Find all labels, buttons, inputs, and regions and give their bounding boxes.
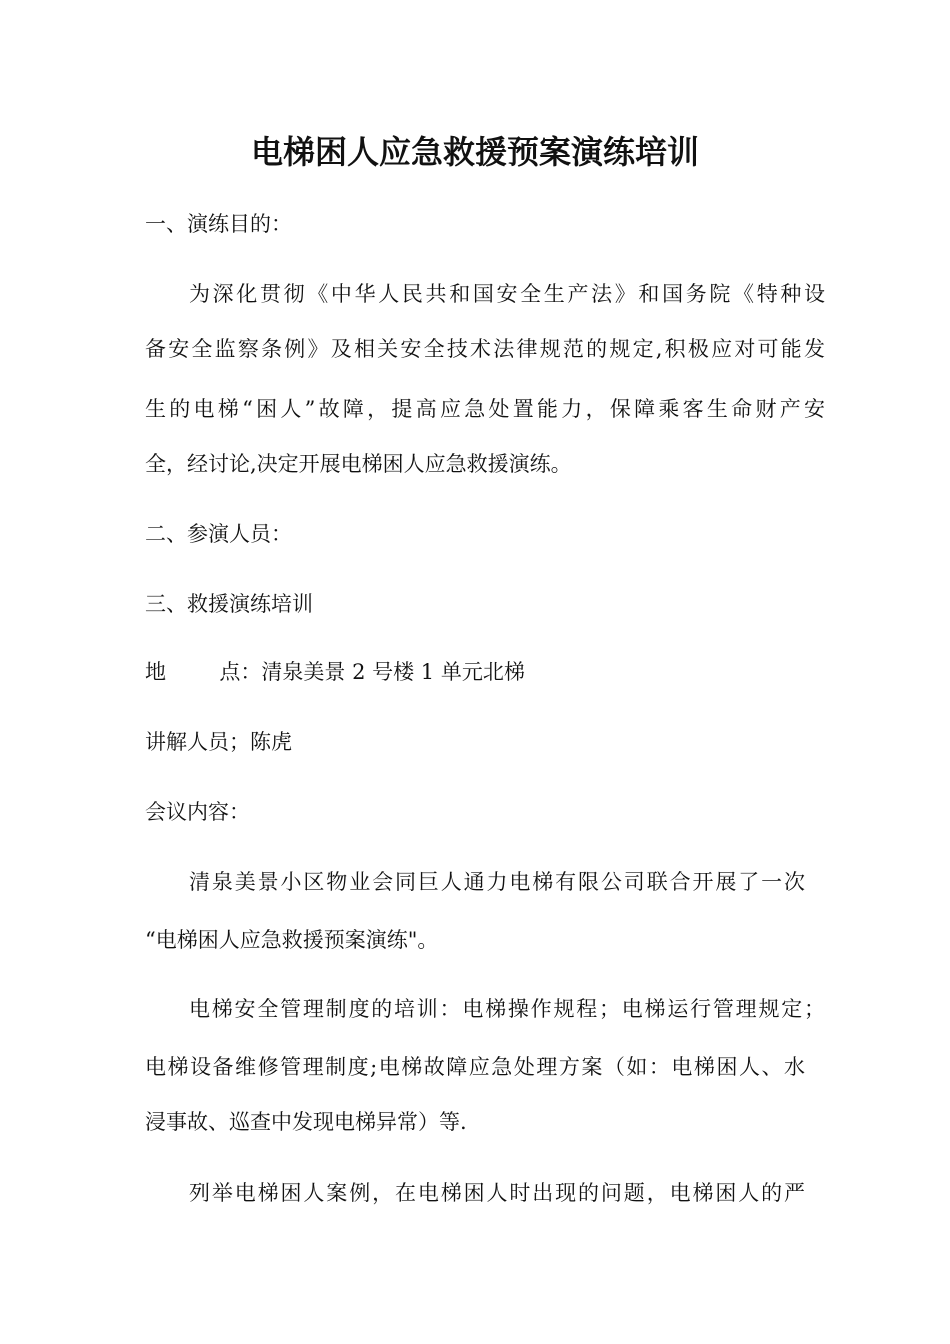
paragraph-line: “电梯困人应急救援预案演练"。 [145, 928, 439, 952]
section-heading-participants: 二、参演人员： [145, 522, 292, 546]
meeting-content-heading: 会议内容： [145, 800, 250, 824]
paragraph-line: 列举电梯困人案例，在电梯困人时出现的问题，电梯困人的严 [189, 1181, 805, 1205]
location-line: 地 点：清泉美景 2 号楼 1 单元北梯 [145, 660, 525, 684]
section-heading-training: 三、救援演练培训 [145, 592, 313, 616]
paragraph-line: 清泉美景小区物业会同巨人通力电梯有限公司联合开展了一次 [189, 870, 805, 894]
speaker-line: 讲解人员；陈虎 [145, 730, 292, 754]
paragraph-line: 电梯设备维修管理制度;电梯故障应急处理方案（如：电梯困人、水 [145, 1055, 805, 1079]
paragraph-line: 生的电梯“困人”故障，提高应急处置能力，保障乘客生命财产安 [145, 397, 825, 421]
paragraph-line: 浸事故、巡查中发现电梯异常）等. [145, 1110, 467, 1134]
paragraph-line: 备安全监察条例》及相关安全技术法律规范的规定,积极应对可能发 [145, 337, 825, 361]
section-heading-purpose: 一、演练目的： [145, 212, 292, 236]
paragraph-line: 为深化贯彻《中华人民共和国安全生产法》和国务院《特种设 [189, 282, 825, 306]
paragraph-line: 全，经讨论,决定开展电梯困人应急救援演练。 [145, 452, 572, 476]
document-title: 电梯困人应急救援预案演练培训 [250, 133, 699, 171]
paragraph-line: 电梯安全管理制度的培训：电梯操作规程；电梯运行管理规定； [189, 997, 825, 1021]
